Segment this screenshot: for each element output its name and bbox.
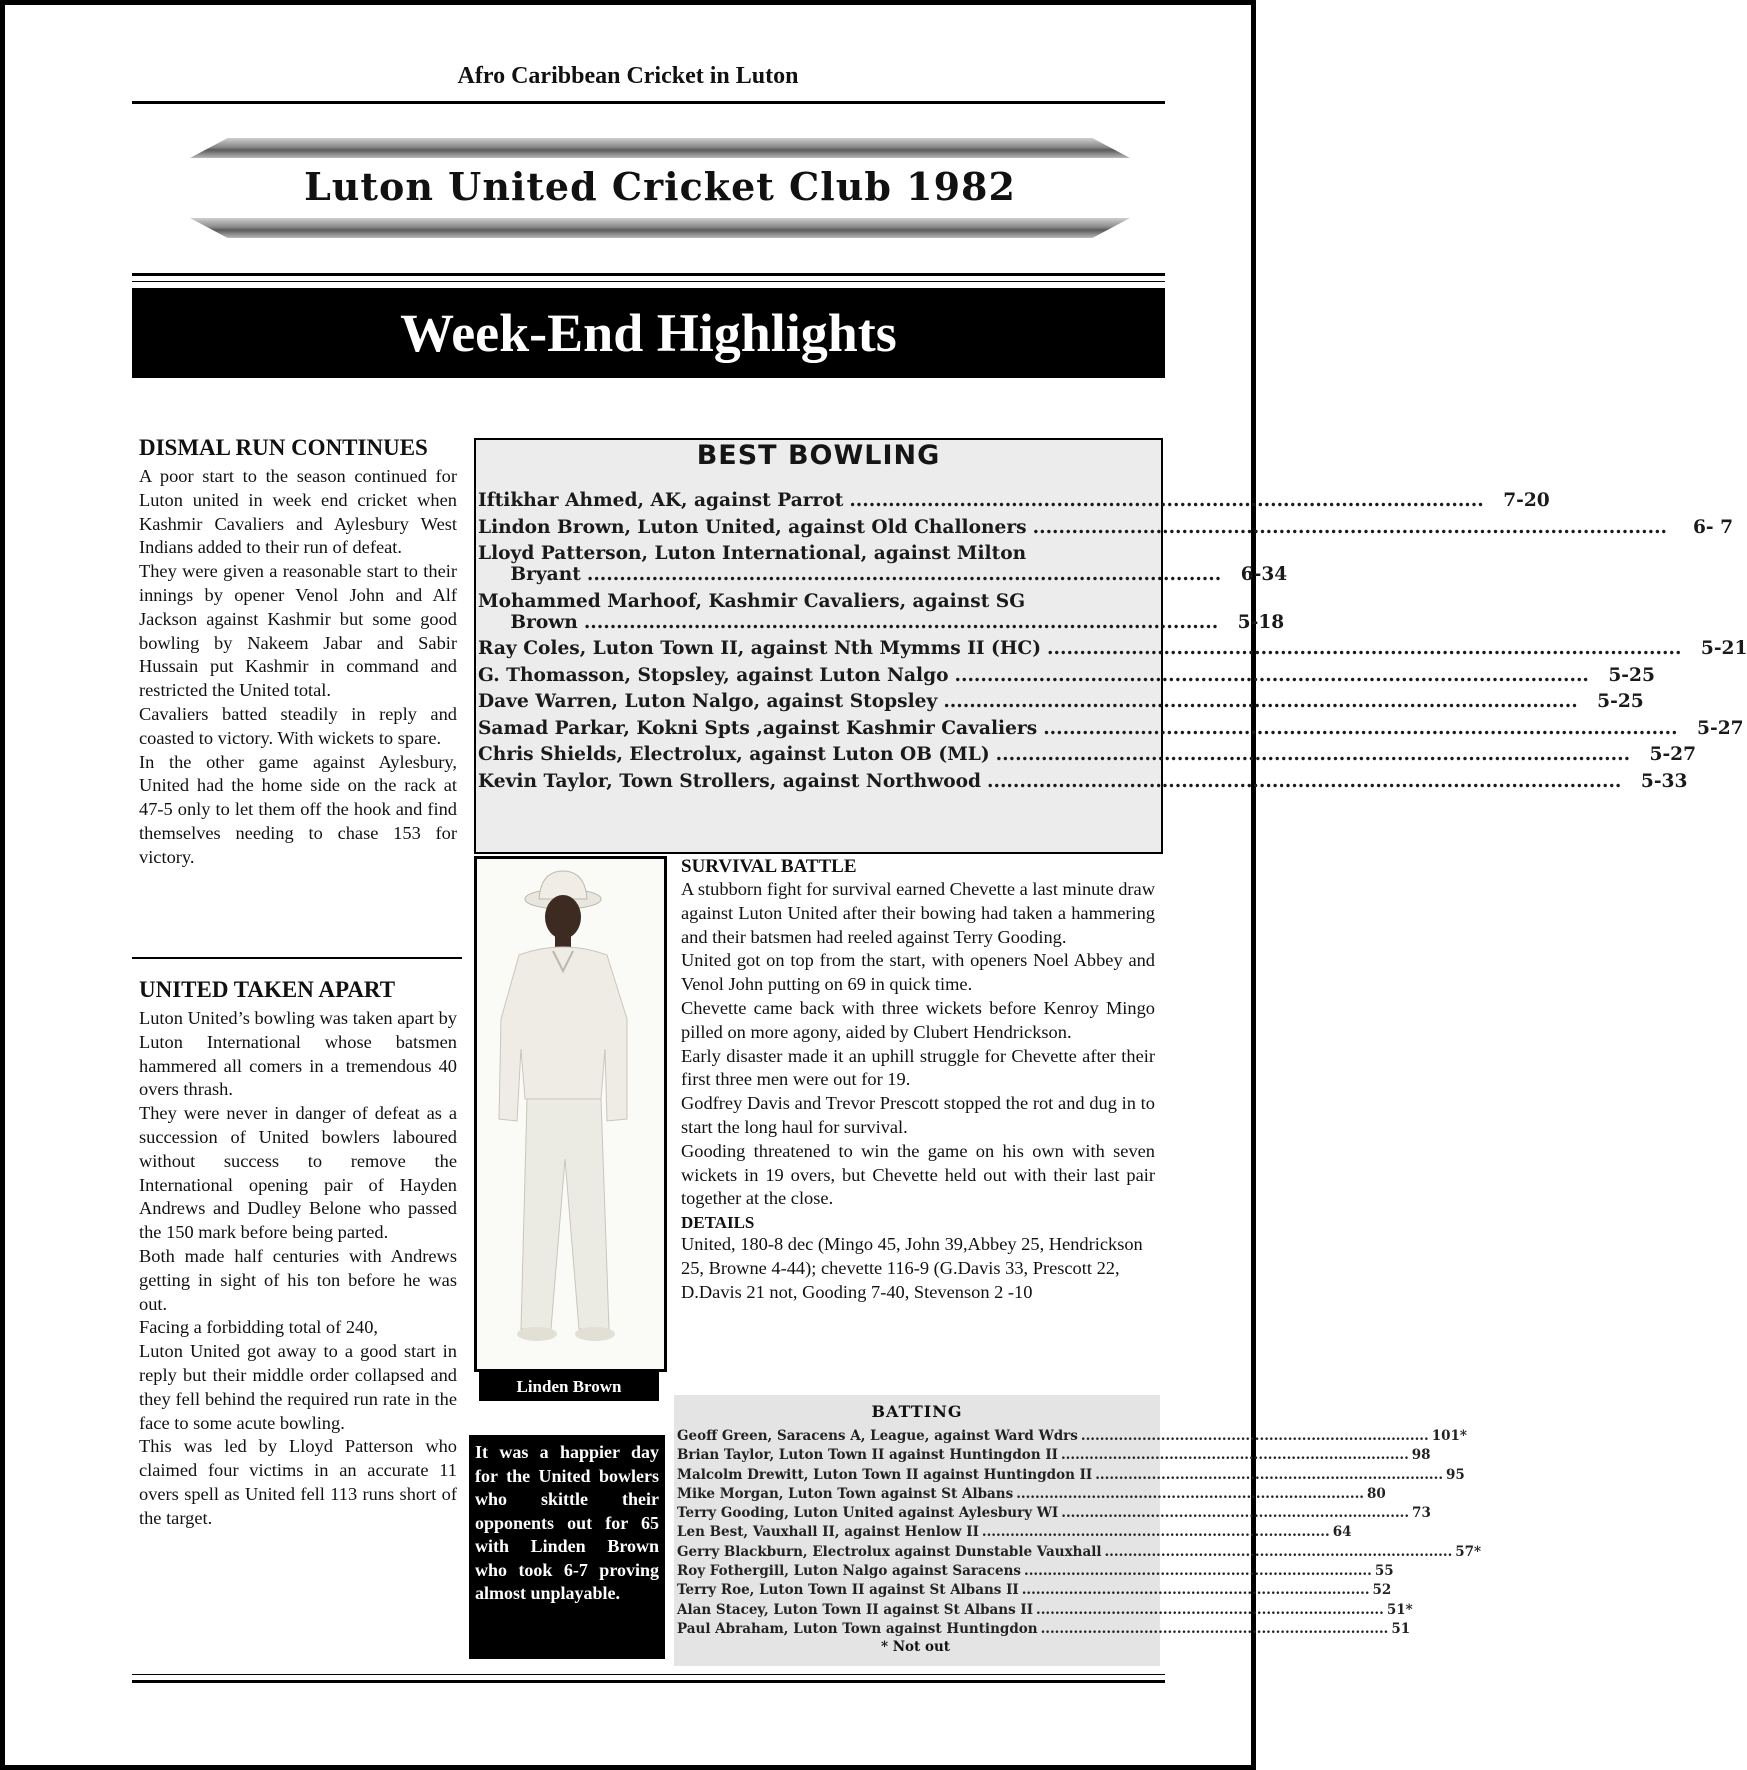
bowling-figure: 5-25	[1608, 664, 1655, 686]
batsman-entry: Gerry Blackburn, Electrolux against Dunstable Vauxhall	[677, 1543, 1102, 1560]
batsman-entry: Brian Taylor, Luton Town II against Huntingdon II	[677, 1447, 1058, 1464]
batting-score: 101*	[1431, 1428, 1467, 1444]
batting-row	[677, 1562, 1394, 1581]
banner-title: Luton United Cricket Club 1982	[304, 164, 1016, 209]
bowling-figure: 5-21	[1700, 638, 1747, 659]
bowling-row	[478, 516, 1734, 538]
headline-top-rule	[132, 273, 1165, 282]
bowler-entry: Iftikhar Ahmed, AK, against Parrot	[478, 490, 844, 511]
batting-score: 98	[1411, 1447, 1431, 1464]
bowler-entry: Lloyd Patterson, Luton International, against Milton	[478, 543, 1027, 564]
batsman-entry: Terry Roe, Luton Town II against St Albans II	[677, 1582, 1019, 1599]
article-paragraph: Luton United got away to a good start in reply but their middle order collapsed and they fell behind the required run rate in the face to some acute bowling.	[139, 1341, 457, 1433]
leader-dots: ..................................................................................................	[583, 611, 1219, 633]
batsman-entry: Len Best, Vauxhall II, against Henlow II	[677, 1524, 979, 1541]
batting-list	[677, 1427, 1482, 1656]
bowler-entry-continued: Bryant	[478, 564, 581, 585]
leader-dots: ..........................................................................	[1024, 1563, 1372, 1580]
batsman-entry: Paul Abraham, Luton Town against Huntingdon	[677, 1620, 1038, 1637]
bowler-entry: Ray Coles, Luton Town II, against Nth Mymms II (HC)	[478, 638, 1042, 659]
footer-rule	[132, 1674, 1165, 1683]
batting-footnote: * Not out	[880, 1639, 951, 1656]
article-heading: DISMAL RUN CONTINUES	[139, 435, 428, 460]
leader-dots: ..................................................................................................	[586, 564, 1222, 585]
leader-dots: ..........................................................................	[1080, 1428, 1429, 1444]
batting-row	[677, 1620, 1411, 1639]
batsman-entry: Alan Stacey, Luton Town II against St Albans II	[677, 1601, 1034, 1618]
pull-quote-box	[469, 1435, 665, 1659]
batting-row	[677, 1504, 1431, 1523]
match-details: United, 180-8 dec (Mingo 45, John 39,Abbey 25, Hendrickson 25, Browne 4-44); chevette 116-9 (G.Davis 33, Prescott 22, D.Davis 21 not, Gooding 7-40, Stevenson 2 -10	[681, 1234, 1143, 1302]
bowling-figure: 5-27	[1697, 717, 1744, 739]
leader-dots: ..................................................................................................	[954, 664, 1589, 686]
batting-score: 51	[1391, 1620, 1411, 1637]
header-rule	[132, 101, 1165, 104]
leader-dots: ..................................................................................................	[1043, 717, 1678, 739]
best-bowling-clipping	[474, 438, 1747, 854]
article-paragraph: They were given a reasonable start to their innings by opener Venol John and Alf Jackson against Kashmir but some good bowling by Nakeem Jabar and Sabir Hussain put Kashmir in command and restricted the United total.	[139, 561, 457, 701]
bowler-entry: Chris Shields, Electrolux, against Luton OB (ML)	[478, 744, 990, 765]
batting-row	[677, 1446, 1431, 1465]
details-heading: DETAILS	[681, 1213, 755, 1233]
article-paragraph: United got on top from the start, with openers Noel Abbey and Venol John putting on 69 in quick time.	[681, 950, 1155, 995]
leader-dots: ..........................................................................	[1021, 1582, 1370, 1599]
bowling-row	[478, 664, 1655, 686]
bowling-figure: 7-20	[1503, 490, 1550, 511]
article-paragraph: Facing a forbidding total of 240,	[139, 1317, 379, 1338]
batting-row	[677, 1466, 1465, 1485]
leader-dots: ..................................................................................................	[1032, 516, 1668, 538]
batting-score: 73	[1412, 1505, 1431, 1522]
batting-score: 95	[1446, 1466, 1465, 1483]
leader-dots: ..........................................................................	[981, 1524, 1330, 1541]
document-title: Afro Caribbean Cricket in Luton	[457, 63, 799, 89]
article-heading: UNITED TAKEN APART	[139, 977, 396, 1002]
leader-dots: ..........................................................................	[1040, 1620, 1389, 1637]
bowling-title: BEST BOWLING	[696, 440, 941, 471]
batting-score: 64	[1332, 1524, 1352, 1541]
batting-row	[677, 1523, 1352, 1542]
batting-clipping	[674, 1395, 1482, 1666]
leader-dots: ..........................................................................	[1016, 1485, 1364, 1502]
batting-title: BATTING	[871, 1402, 963, 1421]
article-paragraph: In the other game against Aylesbury, United had the home side on the rack at 47-5 only to let them off the hook and find themselves needing to chase 153 for victory.	[139, 751, 457, 867]
leader-dots: ..................................................................................................	[849, 490, 1484, 511]
batting-row	[677, 1485, 1386, 1504]
leader-dots: ..........................................................................	[1095, 1466, 1444, 1483]
leader-dots: ..........................................................................	[1061, 1505, 1410, 1522]
bowling-figure: 5-25	[1597, 691, 1644, 712]
leader-dots: ..................................................................................................	[943, 691, 1578, 712]
bowling-row	[478, 717, 1744, 739]
headline-box	[132, 288, 1165, 378]
bowler-entry-continued: Brown	[478, 611, 578, 633]
bowler-entry: G. Thomasson, Stopsley, against Luton Nalgo	[478, 664, 949, 686]
banner-top-bar	[190, 138, 1130, 158]
batsman-entry: Geoff Green, Saracens A, League, against Ward Wdrs	[677, 1428, 1078, 1444]
cricketer-figure	[477, 859, 664, 1369]
leader-dots: ..................................................................................................	[1047, 638, 1682, 659]
article-paragraph: Early disaster made it an uphill struggle for Chevette after their first three men were out for 19.	[681, 1045, 1155, 1090]
bowling-figure: 5-33	[1640, 770, 1688, 792]
article-paragraph: Cavaliers batted steadily in reply and coasted to victory. With wickets to spare.	[139, 703, 457, 748]
batting-score: 51*	[1386, 1601, 1413, 1618]
batting-row	[677, 1581, 1392, 1600]
article-paragraph: Luton United’s bowling was taken apart by Luton International whose batsmen hammered all comers in a tremendous 40 overs thrash.	[139, 1008, 457, 1100]
article-united-taken-apart	[139, 977, 457, 1531]
club-banner	[190, 138, 1130, 238]
bowler-entry: Samad Parkar, Kokni Spts ,against Kashmir Cavaliers	[478, 717, 1038, 739]
bowling-figure: 6- 7	[1692, 516, 1734, 538]
batting-row	[677, 1543, 1482, 1562]
leader-dots: ..........................................................................	[1060, 1447, 1409, 1464]
bowling-figure: 5-27	[1649, 744, 1697, 765]
bowling-row	[478, 543, 1288, 585]
batting-score: 55	[1374, 1563, 1394, 1580]
batsman-entry: Terry Gooding, Luton United against Aylesbury WI	[677, 1505, 1059, 1522]
headline: Week-End Highlights	[400, 303, 897, 363]
batting-score: 52	[1372, 1582, 1392, 1599]
batsman-entry: Mike Morgan, Luton Town against St Albans	[677, 1485, 1014, 1502]
article-paragraph: Gooding threatened to win the game on his own with seven wickets in 19 overs, but Chevette held out with their last pair together at the close.	[681, 1140, 1155, 1209]
article-paragraph: A stubborn fight for survival earned Chevette a last minute draw against Luton United after their bowing had taken a hammering and their batsmen had reeled against Terry Gooding.	[681, 879, 1155, 947]
batting-score: 80	[1366, 1485, 1386, 1502]
bowling-row	[478, 744, 1697, 765]
article-paragraph: Godfrey Davis and Trevor Prescott stopped the rot and dug in to start the long haul for survival.	[681, 1093, 1155, 1137]
bowler-entry: Mohammed Marhoof, Kashmir Cavaliers, against SG	[478, 590, 1026, 612]
article-survival-battle	[681, 856, 1155, 1305]
leader-dots: ..........................................................................	[1036, 1601, 1384, 1618]
batsman-entry: Malcolm Drewitt, Luton Town II against Huntingdon II	[677, 1466, 1093, 1483]
bowler-entry: Dave Warren, Luton Nalgo, against Stopsley	[478, 691, 938, 712]
article-paragraph: Chevette came back with three wickets before Kenroy Mingo pilled on more agony, aided by Clubert Hendrickson.	[681, 997, 1155, 1042]
column-divider	[132, 957, 462, 959]
pull-quote-text: It was a happier day for the United bowlers who skittle their opponents out for 65 with Linden Brown who took 6-7 proving almost unplayable.	[475, 1442, 659, 1603]
bowling-figure: 5-18	[1237, 611, 1285, 633]
bowling-row	[478, 638, 1747, 659]
banner-bottom-bar	[190, 218, 1130, 238]
batting-score: 57*	[1455, 1543, 1482, 1560]
article-heading: SURVIVAL BATTLE	[681, 856, 857, 877]
bowling-list	[478, 490, 1747, 797]
bowler-entry: Kevin Taylor, Town Strollers, against Northwood	[478, 770, 982, 792]
leader-dots: ..................................................................................................	[995, 744, 1631, 765]
bowling-row	[478, 691, 1644, 712]
photo-caption: Linden Brown	[479, 1372, 659, 1401]
bowler-entry: Lindon Brown, Luton United, against Old Challoners	[478, 516, 1027, 538]
batting-row	[677, 1601, 1413, 1620]
leader-dots: ..................................................................................................	[987, 770, 1622, 792]
batsman-entry: Roy Fothergill, Luton Nalgo against Saracens	[677, 1563, 1022, 1580]
bowling-row	[478, 770, 1688, 792]
article-paragraph: They were never in danger of defeat as a succession of United bowlers laboured without success to remove the International opening pair of Hayden Andrews and Dudley Belone who passed the 150 mark before being parted.	[139, 1103, 457, 1243]
batting-row	[677, 1427, 1467, 1446]
leader-dots: ..........................................................................	[1104, 1543, 1453, 1560]
article-dismal-run	[139, 435, 457, 870]
article-paragraph: A poor start to the season continued for Luton united in week end cricket when Kashmir Cavaliers and Aylesbury West Indians added to their run of defeat.	[139, 466, 457, 558]
article-paragraph: This was led by Lloyd Patterson who claimed four victims in an accurate 11 overs spell as United fell 113 runs short of the target.	[139, 1436, 457, 1528]
bowling-row	[478, 590, 1285, 633]
bowling-row	[478, 490, 1550, 511]
article-paragraph: Both made half centuries with Andrews getting in sight of his ton before he was out.	[139, 1245, 457, 1314]
bowling-figure: 6-34	[1240, 564, 1288, 585]
player-photo	[474, 856, 667, 1372]
